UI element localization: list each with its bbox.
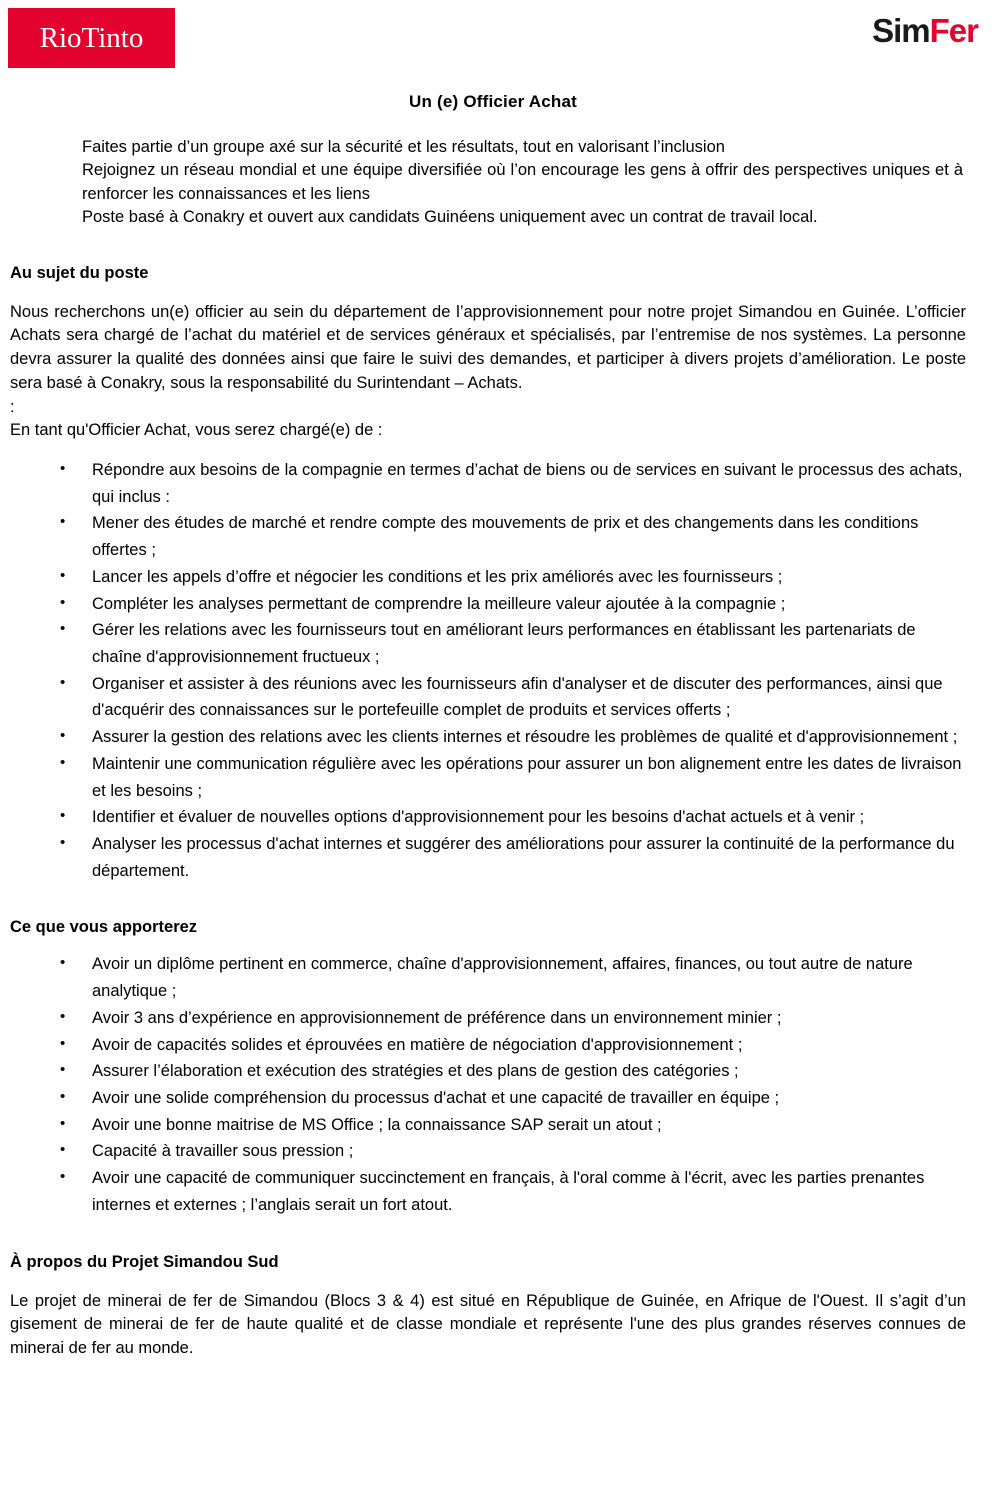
about-role-paragraph: Nous recherchons un(e) officier au sein du département de l’approvisionnement pour notre projet Simandou en Guinée. L’officier Achats sera chargé de l’achat du matériel et de services généraux et spécialisés, par l’entremise de nos systèmes. La personne devra assurer la qualité des données ainsi que faire le suivi des demandes, et participer à divers projets d’amélioration. Le poste sera basé à Conakry, sous la responsabilité du Surintendant – Achats. [10,302,966,392]
list-item: • Avoir de capacités solides et éprouvées en matière de négociation d'approvisionnement ; [10,1032,966,1059]
duties-list [10,457,976,885]
list-item: • Gérer les relations avec les fournisseurs tout en améliorant leurs performances en établissant les partenariats de chaîne d'approvisionnement fructueux ; [10,617,966,670]
intro-block [10,136,976,230]
intro-line-3: Poste basé à Conakry et ouvert aux candidats Guinéens uniquement avec un contrat de travail local. [82,208,818,227]
list-item: • Lancer les appels d’offre et négocier les conditions et les prix améliorés avec les fournisseurs ; [10,564,966,591]
list-item: • Mener des études de marché et rendre compte des mouvements de prix et des changements dans les conditions offertes ; [10,510,966,563]
list-item: • Répondre aux besoins de la compagnie en termes d’achat de biens ou de services en suivant le processus des achats, qui inclus : [10,457,966,510]
list-item: • Capacité à travailler sous pression ; [10,1138,966,1165]
list-item: • Maintenir une communication régulière avec les opérations pour assurer un bon alignement entre les dates de livraison et les besoins ; [10,751,966,804]
document-header [0,0,1000,76]
list-item: • Analyser les processus d'achat internes et suggérer des améliorations pour assurer la continuité de la performance du département. [10,831,966,884]
riotinto-logo-text: RioTinto [39,21,144,54]
list-item: • Avoir une capacité de communiquer succinctement en français, à l'oral comme à l'écrit, avec les parties prenantes internes et externes ; l’anglais serait un fort atout. [10,1165,966,1218]
simfer-logo [872,14,978,47]
list-item: • Assurer l’élaboration et exécution des stratégies et des plans de gestion des catégories ; [10,1058,966,1085]
intro-line-2: Rejoignez un réseau mondial et une équipe diversifiée où l’on encourage les gens à offrir des perspectives uniques et à renforcer les connaissances et les liens [82,161,963,203]
duties-lead-in: En tant qu'Officier Achat, vous serez chargé(e) de : [10,421,383,440]
list-item: • Avoir 3 ans d’expérience en approvisionnement de préférence dans un environnement minier ; [10,1005,966,1032]
list-item: • Assurer la gestion des relations avec les clients internes et résoudre les problèmes de qualité et d'approvisionnement ; [10,724,966,751]
list-item: • Avoir un diplôme pertinent en commerce, chaîne d'approvisionnement, affaires, finances, ou tout autre de nature analytique ; [10,951,966,1004]
list-item: • Avoir une bonne maitrise de MS Office ; la connaissance SAP serait un atout ; [10,1112,966,1139]
stray-colon: : [10,397,15,416]
list-item: • Organiser et assister à des réunions avec les fournisseurs afin d'analyser et de discuter des performances, ainsi que d'acquérir des connaissances sur le portefeuille complet de produits et services offerts ; [10,671,966,724]
heading-a-propos-du-projet: À propos du Projet Simandou Sud [10,1252,279,1271]
document-body [0,92,1000,1361]
riotinto-logo [8,8,175,68]
heading-ce-que-vous-apporterez: Ce que vous apporterez [10,918,198,937]
simfer-logo-sim: Sim [872,12,930,49]
requirements-list [10,951,976,1218]
job-title: Un (e) Officier Achat [409,92,577,111]
simfer-logo-fer: Fer [929,12,978,49]
heading-au-sujet-du-poste: Au sujet du poste [10,263,149,282]
list-item: • Identifier et évaluer de nouvelles options d'approvisionnement pour les besoins d'achat actuels et à venir ; [10,804,966,831]
list-item: • Compléter les analyses permettant de comprendre la meilleure valeur ajoutée à la compagnie ; [10,591,966,618]
intro-line-1: Faites partie d’un groupe axé sur la sécurité et les résultats, tout en valorisant l’inclusion [82,138,725,156]
about-project-paragraph: Le projet de minerai de fer de Simandou (Blocs 3 & 4) est situé en République de Guinée, en Afrique de l'Ouest. Il s’agit d’un gisement de minerai de fer de haute qualité et de classe mondiale et représente l'une des plus grandes réserves connues de minerai de fer au monde. [10,1291,966,1358]
list-item: • Avoir une solide compréhension du processus d'achat et une capacité de travailler en équipe ; [10,1085,966,1112]
